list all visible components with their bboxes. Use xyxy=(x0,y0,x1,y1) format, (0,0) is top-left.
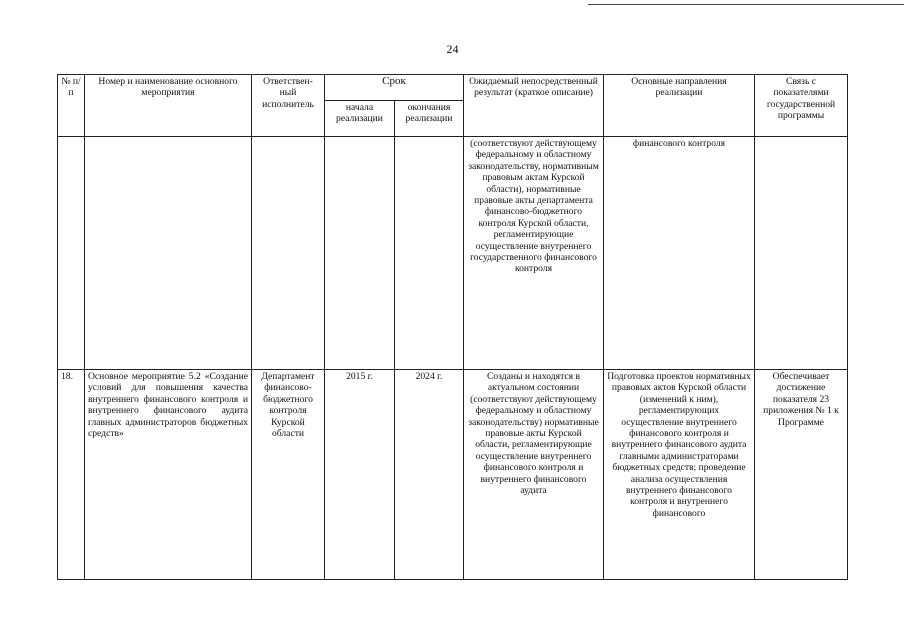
header-link: Связь с показателями государственной программы xyxy=(755,75,848,137)
cell-start: 2015 г. xyxy=(325,370,395,580)
table-row xyxy=(58,370,848,580)
cell-directions: Подготовка проектов нормативных правовых актов Курской области (изменений к ним), регламентирующих осуществление внутреннего финансового контроля и внутреннего финансового аудита главными администраторами бюджетных средств; проведение анализа осуществления внутреннего финансового контроля и внутреннего финансового xyxy=(604,370,755,580)
cell-executor xyxy=(252,137,325,370)
table-row xyxy=(58,137,848,370)
cell-name xyxy=(85,137,252,370)
scan-artifact xyxy=(0,630,200,640)
cell-end xyxy=(395,137,464,370)
header-no: № п/п xyxy=(58,75,85,137)
header-name: Номер и наименование основного мероприятия xyxy=(85,75,252,137)
cell-start xyxy=(325,137,395,370)
cell-executor: Департамент финансово-бюджетного контроля Курской области xyxy=(252,370,325,580)
cell-no xyxy=(58,137,85,370)
header-result: Ожидаемый непосредственный результат (краткое описание) xyxy=(464,75,604,137)
program-table xyxy=(57,74,848,580)
header-term: Срок xyxy=(325,75,464,101)
header-directions: Основные направления реализации xyxy=(604,75,755,137)
header-end: окончания реализации xyxy=(395,101,464,137)
header-executor: Ответствен-ный исполнитель xyxy=(252,75,325,137)
cell-link xyxy=(755,137,848,370)
page-number: 24 xyxy=(446,42,459,56)
cell-result: Созданы и находятся в актуальном состоянии (соответствуют действующему федеральному и областному законодательству) нормативные правовые акты Курской области, регламентирующие осуществление внутреннего финансового контроля и внутреннего финансового аудита xyxy=(464,370,604,580)
header-row xyxy=(58,75,848,101)
cell-end: 2024 г. xyxy=(395,370,464,580)
top-rule xyxy=(588,4,904,5)
header-start: начала реализации xyxy=(325,101,395,137)
cell-result: (соответствуют действующему федеральному и областному законодательству, нормативным правовым актам Курской области), нормативные правовые акты департамента финансово-бюджетного контроля Курской области, регламентирующие осуществление внутреннего государственного финансового контроля xyxy=(464,137,604,370)
cell-link: Обеспечивает достижение показателя 23 приложения № 1 к Программе xyxy=(755,370,848,580)
cell-name: Основное мероприятие 5.2 «Создание условий для повышения качества внутреннего финансового контроля и внутреннего финансового аудита главных администраторов бюджетных средств» xyxy=(85,370,252,580)
cell-no: 18. xyxy=(58,370,85,580)
cell-directions: финансового контроля xyxy=(604,137,755,370)
